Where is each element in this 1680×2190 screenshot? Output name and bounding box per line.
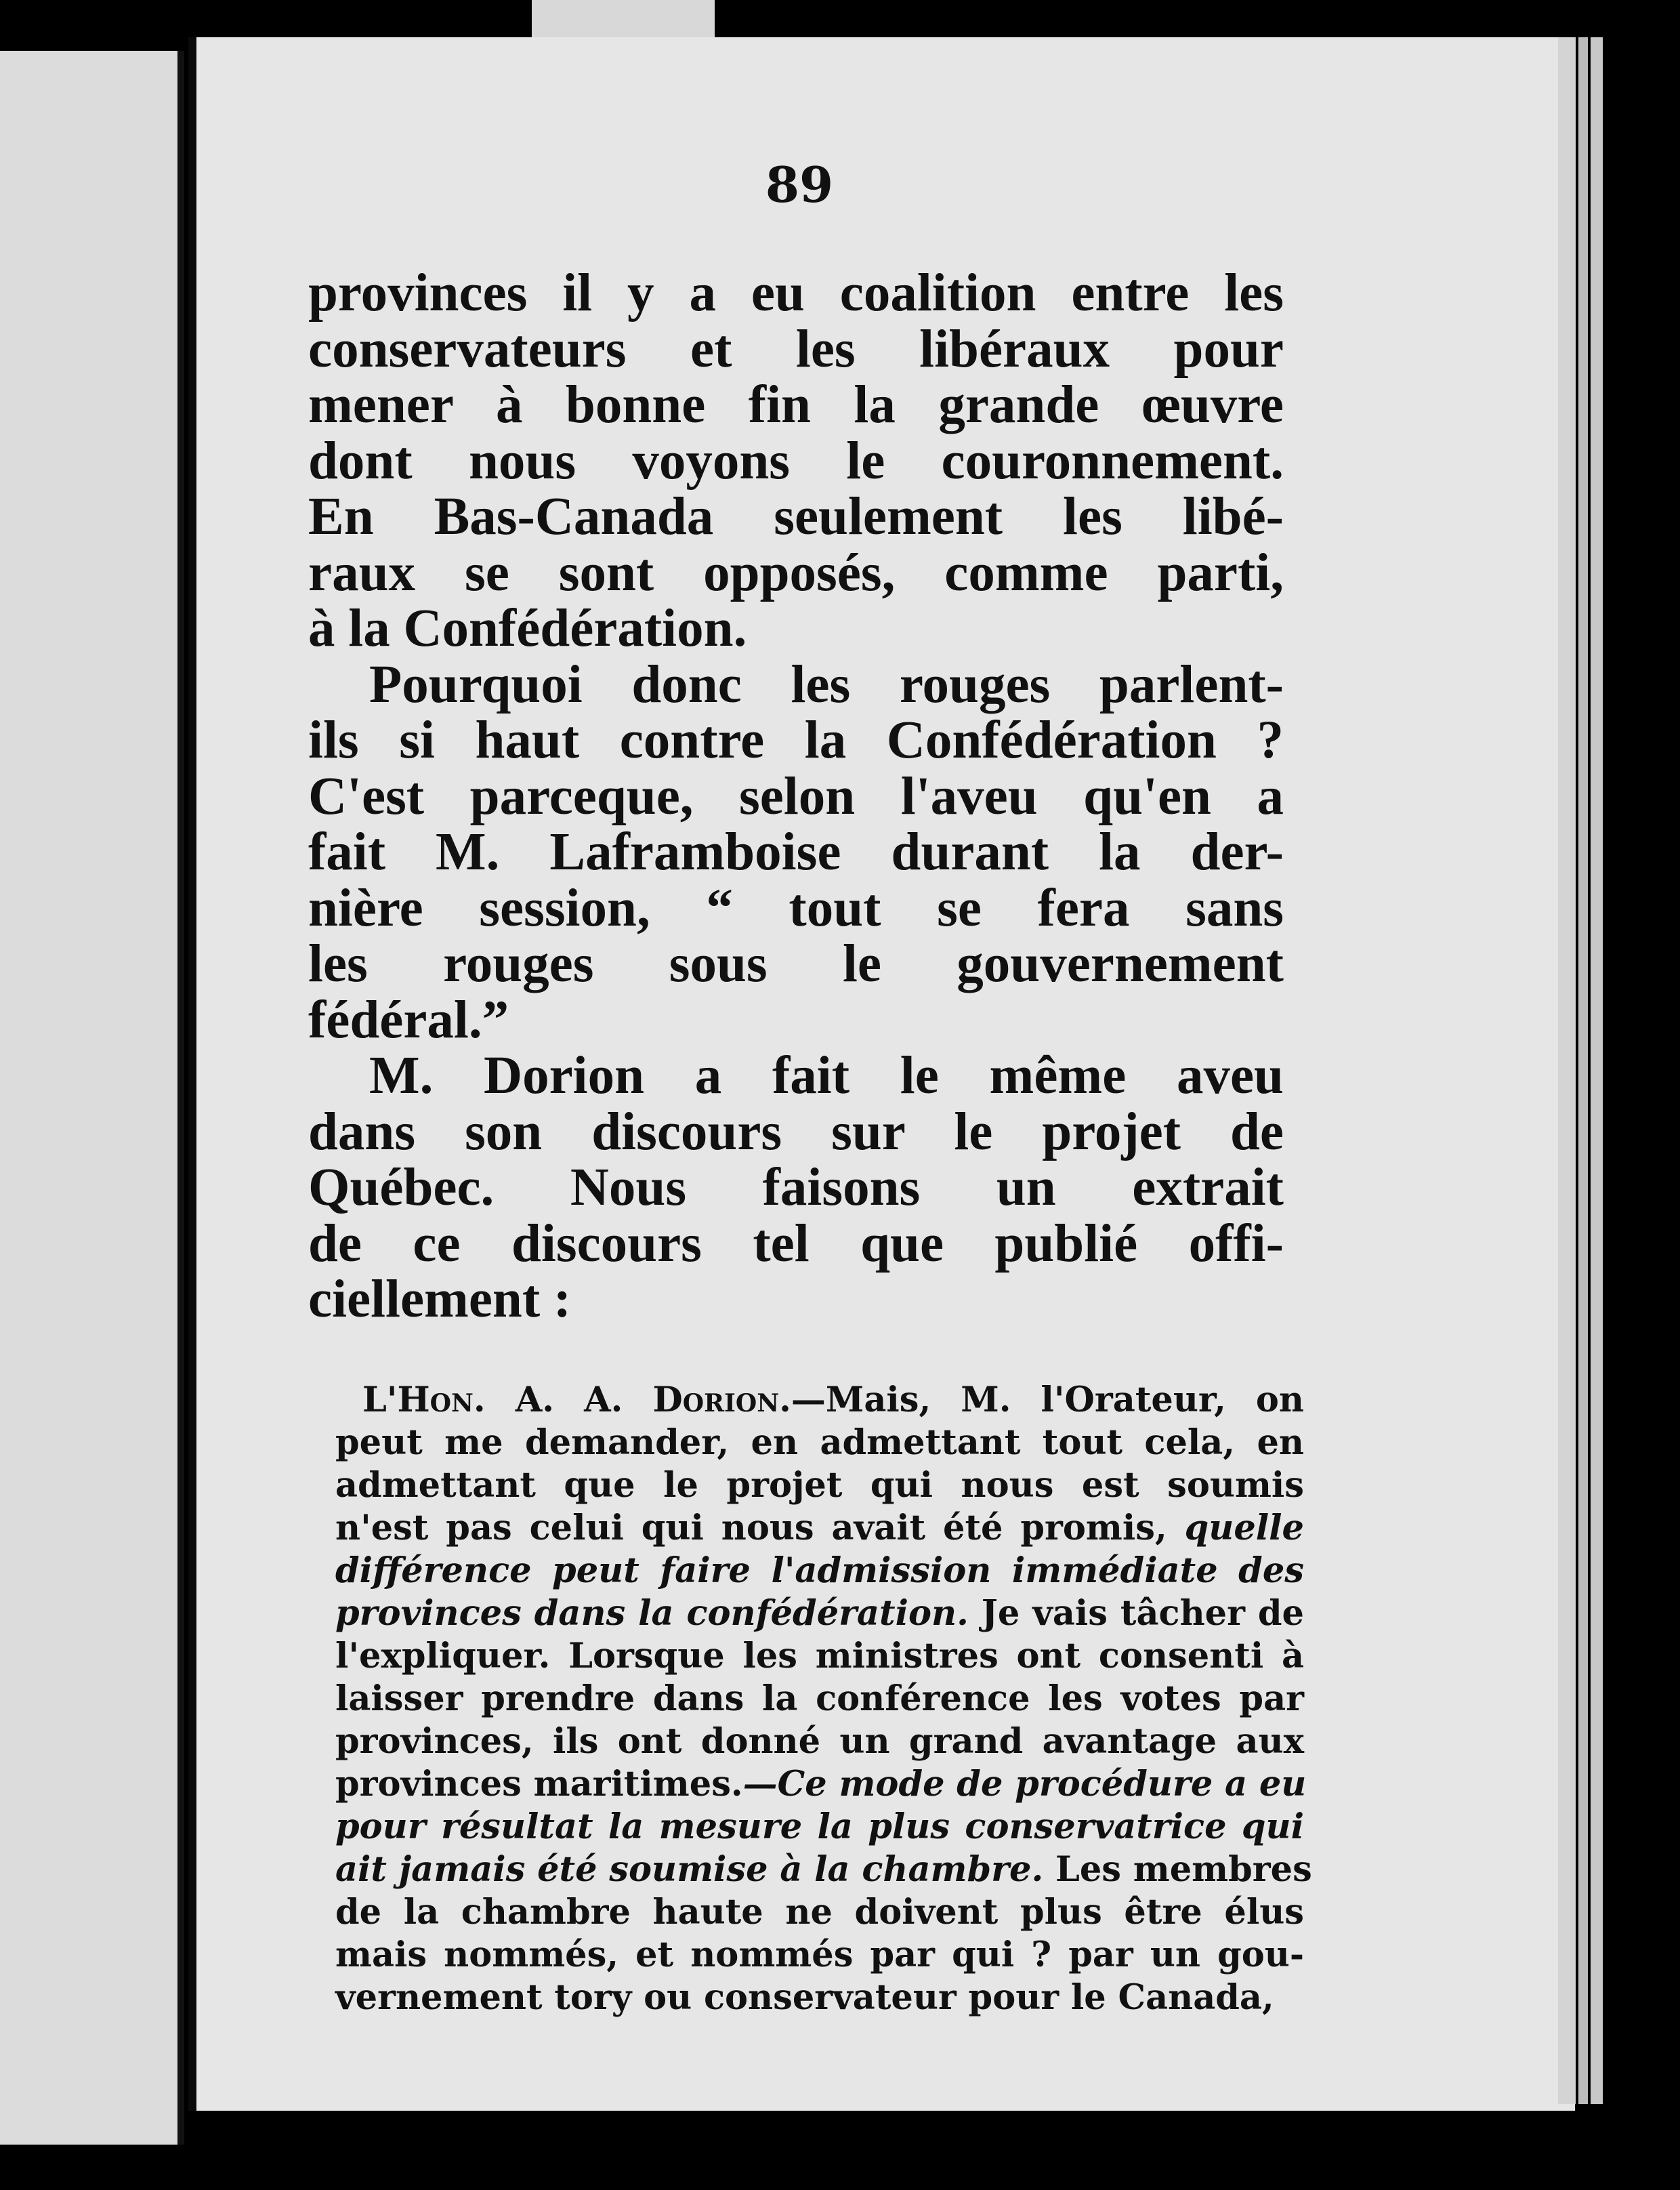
quote-line: provinces maritimes.—Ce mode de procédure a eu xyxy=(335,1764,1307,1804)
text-line: Pourquoi donc les rouges parlent- xyxy=(369,655,1284,714)
quoted-speech xyxy=(335,1379,1312,2019)
quote-line: provinces dans la confédération. Je vais tâcher de xyxy=(335,1593,1304,1634)
text-line: M. Dorion a fait le même aveu xyxy=(369,1046,1284,1105)
text-line: En Bas-Canada seulement les libé- xyxy=(308,487,1284,546)
page-edge xyxy=(1591,37,1603,2104)
page-edge xyxy=(1578,37,1588,2104)
text-line: mener à bonne fin la grande œuvre xyxy=(308,375,1284,434)
left-facing-page xyxy=(0,51,184,2145)
quote-line: laisser prendre dans la conférence les votes par xyxy=(335,1678,1304,1719)
speaker-name: L'Hon. A. A. Dorion. xyxy=(362,1380,791,1420)
text-line: Québec. Nous faisons un extrait xyxy=(308,1158,1284,1217)
main-text xyxy=(308,266,1284,1328)
text-line: provinces il y a eu coalition entre les xyxy=(308,264,1284,323)
text-line: les rouges sous le gouvernement xyxy=(308,934,1284,993)
text-line: à la Confédération. xyxy=(308,599,747,658)
page-number: 89 xyxy=(765,156,834,213)
quote-line: ait jamais été soumise à la chambre. Les membres xyxy=(335,1849,1312,1890)
text-line: nière session, “ tout se fera sans xyxy=(308,878,1284,938)
page-edge xyxy=(1558,37,1576,2104)
text-line: conservateurs et les libéraux pour xyxy=(308,319,1284,379)
text-line: de ce discours tel que publié offi- xyxy=(308,1214,1284,1273)
quote-line: pour résultat la mesure la plus conservatrice qui xyxy=(335,1806,1304,1847)
quote-line: de la chambre haute ne doivent plus être élus xyxy=(335,1892,1304,1933)
quote-line: L'Hon. A. A. Dorion.—Mais, M. l'Orateur, on xyxy=(362,1380,1304,1420)
quote-line: provinces, ils ont donné un grand avantage aux xyxy=(335,1721,1304,1762)
text-line: raux se sont opposés, comme parti, xyxy=(308,543,1284,602)
text-line: dont nous voyons le couronnement. xyxy=(308,431,1284,491)
text-line: C'est parceque, selon l'aveu qu'en a xyxy=(308,766,1284,826)
quote-line: vernement tory ou conservateur pour le Canada, xyxy=(335,1977,1274,2018)
quote-line: l'expliquer. Lorsque les ministres ont consenti à xyxy=(335,1636,1304,1676)
quote-line: différence peut faire l'admission immédiate des xyxy=(335,1550,1304,1591)
text-line: ciellement : xyxy=(308,1270,572,1329)
quote-line: peut me demander, en admettant tout cela, en xyxy=(335,1422,1304,1463)
text-line: fait M. Laframboise durant la der- xyxy=(308,823,1284,882)
quote-line: mais nommés, et nommés par qui ? par un gou- xyxy=(335,1935,1304,1975)
quote-line: admettant que le projet qui nous est soumis xyxy=(335,1465,1304,1506)
text-line: fédéral.” xyxy=(308,990,509,1050)
text-line: ils si haut contre la Confédération ? xyxy=(308,711,1284,770)
quote-line: n'est pas celui qui nous avait été promis, quelle xyxy=(335,1508,1304,1548)
text-line: dans son discours sur le projet de xyxy=(308,1102,1284,1161)
